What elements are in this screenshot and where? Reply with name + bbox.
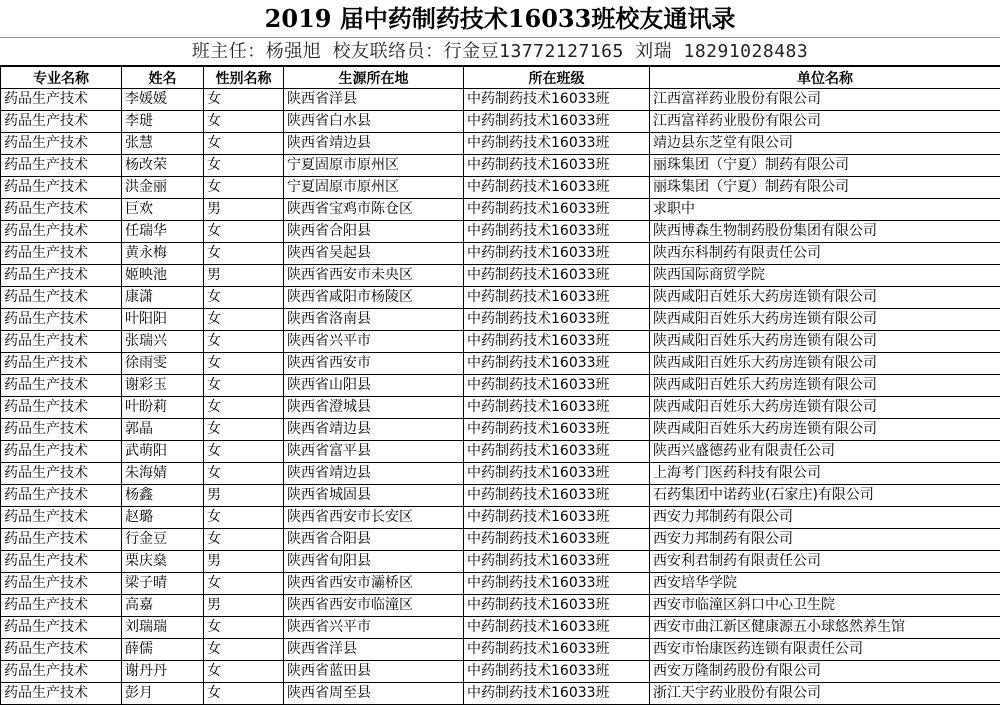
employer-cell[interactable]: 陕西咸阳百姓乐大药房连锁有限公司 <box>650 397 1000 419</box>
table-row <box>1 89 1000 111</box>
table-row <box>1 661 1000 683</box>
sheet-subtitle: 班主任：杨强旭 校友联络员：行金豆13772127165 刘瑞 18291028483 <box>0 38 1000 66</box>
gender-cell[interactable]: 男 <box>204 551 284 573</box>
name-cell[interactable]: 任瑞华 <box>122 221 204 243</box>
major-cell[interactable]: 药品生产技术 <box>1 507 122 529</box>
major-cell[interactable]: 药品生产技术 <box>1 397 122 419</box>
employer-cell[interactable]: 丽珠集团（宁夏）制药有限公司 <box>650 155 1000 177</box>
major-cell[interactable]: 药品生产技术 <box>1 287 122 309</box>
name-cell[interactable]: 武萌阳 <box>122 441 204 463</box>
origin-cell[interactable]: 陕西省咸阳市杨陵区 <box>284 287 464 309</box>
table-row <box>1 529 1000 551</box>
class-cell[interactable]: 中药制药技术16033班 <box>464 89 650 111</box>
name-cell[interactable]: 谢彩玉 <box>122 375 204 397</box>
origin-cell[interactable]: 陕西省山阳县 <box>284 375 464 397</box>
table-row <box>1 287 1000 309</box>
class-cell[interactable]: 中药制药技术16033班 <box>464 683 650 705</box>
major-cell[interactable]: 药品生产技术 <box>1 661 122 683</box>
col-header-employer[interactable]: 单位名称 <box>650 67 1000 89</box>
employer-cell[interactable]: 西安利君制药有限责任公司 <box>650 551 1000 573</box>
origin-cell[interactable]: 陕西省白水县 <box>284 111 464 133</box>
employer-cell[interactable]: 陕西国际商贸学院 <box>650 265 1000 287</box>
table-row <box>1 375 1000 397</box>
gender-cell[interactable]: 女 <box>204 419 284 441</box>
gender-cell[interactable]: 女 <box>204 529 284 551</box>
name-cell[interactable]: 刘瑞瑞 <box>122 617 204 639</box>
name-cell[interactable]: 张慧 <box>122 133 204 155</box>
col-header-name[interactable]: 姓名 <box>122 67 204 89</box>
table-row <box>1 441 1000 463</box>
col-header-origin[interactable]: 生源所在地 <box>284 67 464 89</box>
class-cell[interactable]: 中药制药技术16033班 <box>464 199 650 221</box>
major-cell[interactable]: 药品生产技术 <box>1 485 122 507</box>
origin-cell[interactable]: 陕西省宝鸡市陈仓区 <box>284 199 464 221</box>
major-cell[interactable]: 药品生产技术 <box>1 221 122 243</box>
major-cell[interactable]: 药品生产技术 <box>1 551 122 573</box>
gender-cell[interactable]: 女 <box>204 375 284 397</box>
major-cell[interactable]: 药品生产技术 <box>1 199 122 221</box>
gender-cell[interactable]: 男 <box>204 485 284 507</box>
origin-cell[interactable]: 陕西省洋县 <box>284 89 464 111</box>
table-row <box>1 639 1000 661</box>
class-cell[interactable]: 中药制药技术16033班 <box>464 243 650 265</box>
table-body <box>1 89 1000 705</box>
origin-cell[interactable]: 宁夏固原市原州区 <box>284 177 464 199</box>
employer-cell[interactable]: 陕西咸阳百姓乐大药房连锁有限公司 <box>650 309 1000 331</box>
origin-cell[interactable]: 陕西省富平县 <box>284 441 464 463</box>
gender-cell[interactable]: 女 <box>204 661 284 683</box>
major-cell[interactable]: 药品生产技术 <box>1 529 122 551</box>
origin-cell[interactable]: 陕西省吴起县 <box>284 243 464 265</box>
employer-cell[interactable]: 上海考门医药科技有限公司 <box>650 463 1000 485</box>
major-cell[interactable]: 药品生产技术 <box>1 639 122 661</box>
employer-cell[interactable]: 陕西咸阳百姓乐大药房连锁有限公司 <box>650 287 1000 309</box>
table-row <box>1 683 1000 705</box>
class-cell[interactable]: 中药制药技术16033班 <box>464 133 650 155</box>
major-cell[interactable]: 药品生产技术 <box>1 89 122 111</box>
class-cell[interactable]: 中药制药技术16033班 <box>464 551 650 573</box>
class-cell[interactable]: 中药制药技术16033班 <box>464 111 650 133</box>
table-row <box>1 485 1000 507</box>
employer-cell[interactable]: 陕西咸阳百姓乐大药房连锁有限公司 <box>650 375 1000 397</box>
class-cell[interactable]: 中药制药技术16033班 <box>464 529 650 551</box>
origin-cell[interactable]: 陕西省靖边县 <box>284 463 464 485</box>
class-cell[interactable]: 中药制药技术16033班 <box>464 265 650 287</box>
name-cell[interactable]: 朱海婧 <box>122 463 204 485</box>
origin-cell[interactable]: 陕西省兴平市 <box>284 331 464 353</box>
name-cell[interactable]: 黄永梅 <box>122 243 204 265</box>
origin-cell[interactable]: 陕西省西安市未央区 <box>284 265 464 287</box>
name-cell[interactable]: 康潇 <box>122 287 204 309</box>
col-header-major[interactable]: 专业名称 <box>1 67 122 89</box>
major-cell[interactable]: 药品生产技术 <box>1 595 122 617</box>
name-cell[interactable]: 杨鑫 <box>122 485 204 507</box>
major-cell[interactable]: 药品生产技术 <box>1 617 122 639</box>
name-cell[interactable]: 栗庆燊 <box>122 551 204 573</box>
name-cell[interactable]: 姬映池 <box>122 265 204 287</box>
gender-cell[interactable]: 女 <box>204 441 284 463</box>
class-cell[interactable]: 中药制药技术16033班 <box>464 287 650 309</box>
class-cell[interactable]: 中药制药技术16033班 <box>464 639 650 661</box>
origin-cell[interactable]: 陕西省旬阳县 <box>284 551 464 573</box>
name-cell[interactable]: 郭晶 <box>122 419 204 441</box>
employer-cell[interactable]: 陕西咸阳百姓乐大药房连锁有限公司 <box>650 353 1000 375</box>
gender-cell[interactable]: 女 <box>204 353 284 375</box>
origin-cell[interactable]: 陕西省靖边县 <box>284 419 464 441</box>
gender-cell[interactable]: 女 <box>204 133 284 155</box>
origin-cell[interactable]: 陕西省城固县 <box>284 485 464 507</box>
gender-cell[interactable]: 女 <box>204 287 284 309</box>
employer-cell[interactable]: 西安力邦制药有限公司 <box>650 507 1000 529</box>
name-cell[interactable]: 谢丹丹 <box>122 661 204 683</box>
origin-cell[interactable]: 陕西省西安市 <box>284 353 464 375</box>
table-row <box>1 199 1000 221</box>
major-cell[interactable]: 药品生产技术 <box>1 133 122 155</box>
major-cell[interactable]: 药品生产技术 <box>1 243 122 265</box>
employer-cell[interactable]: 靖边县东芝堂有限公司 <box>650 133 1000 155</box>
major-cell[interactable]: 药品生产技术 <box>1 155 122 177</box>
employer-cell[interactable]: 陕西咸阳百姓乐大药房连锁有限公司 <box>650 419 1000 441</box>
employer-cell[interactable]: 丽珠集团（宁夏）制药有限公司 <box>650 177 1000 199</box>
employer-cell[interactable]: 西安培华学院 <box>650 573 1000 595</box>
employer-cell[interactable]: 陕西兴盛德药业有限责任公司 <box>650 441 1000 463</box>
class-cell[interactable]: 中药制药技术16033班 <box>464 661 650 683</box>
major-cell[interactable]: 药品生产技术 <box>1 309 122 331</box>
gender-cell[interactable]: 女 <box>204 617 284 639</box>
gender-cell[interactable]: 女 <box>204 243 284 265</box>
major-cell[interactable]: 药品生产技术 <box>1 177 122 199</box>
table-row <box>1 177 1000 199</box>
header-row <box>1 67 1000 89</box>
major-cell[interactable]: 药品生产技术 <box>1 353 122 375</box>
origin-cell[interactable]: 陕西省澄城县 <box>284 397 464 419</box>
major-cell[interactable]: 药品生产技术 <box>1 683 122 705</box>
class-cell[interactable]: 中药制药技术16033班 <box>464 507 650 529</box>
name-cell[interactable]: 叶阳阳 <box>122 309 204 331</box>
gender-cell[interactable]: 女 <box>204 397 284 419</box>
col-header-class[interactable]: 所在班级 <box>464 67 650 89</box>
employer-cell[interactable]: 陕西东科制药有限责任公司 <box>650 243 1000 265</box>
table-row <box>1 111 1000 133</box>
origin-cell[interactable]: 陕西省蓝田县 <box>284 661 464 683</box>
class-cell[interactable]: 中药制药技术16033班 <box>464 331 650 353</box>
gender-cell[interactable]: 女 <box>204 463 284 485</box>
origin-cell[interactable]: 陕西省合阳县 <box>284 529 464 551</box>
gender-cell[interactable]: 女 <box>204 155 284 177</box>
employer-cell[interactable]: 石药集团中诺药业(石家庄)有限公司 <box>650 485 1000 507</box>
employer-cell[interactable]: 西安市临潼区斜口中心卫生院 <box>650 595 1000 617</box>
name-cell[interactable]: 赵璐 <box>122 507 204 529</box>
gender-cell[interactable]: 女 <box>204 573 284 595</box>
origin-cell[interactable]: 宁夏固原市原州区 <box>284 155 464 177</box>
gender-cell[interactable]: 女 <box>204 221 284 243</box>
class-cell[interactable]: 中药制药技术16033班 <box>464 595 650 617</box>
gender-cell[interactable]: 女 <box>204 683 284 705</box>
class-cell[interactable]: 中药制药技术16033班 <box>464 375 650 397</box>
table-row <box>1 573 1000 595</box>
alumni-table <box>0 66 1000 705</box>
origin-cell[interactable]: 陕西省兴平市 <box>284 617 464 639</box>
table-row <box>1 331 1000 353</box>
origin-cell[interactable]: 陕西省洋县 <box>284 639 464 661</box>
table-row <box>1 221 1000 243</box>
class-cell[interactable]: 中药制药技术16033班 <box>464 309 650 331</box>
employer-cell[interactable]: 西安市怡康医药连锁有限责任公司 <box>650 639 1000 661</box>
gender-cell[interactable]: 男 <box>204 595 284 617</box>
class-cell[interactable]: 中药制药技术16033班 <box>464 485 650 507</box>
employer-cell[interactable]: 浙江天宇药业股份有限公司 <box>650 683 1000 705</box>
table-row <box>1 243 1000 265</box>
major-cell[interactable]: 药品生产技术 <box>1 573 122 595</box>
gender-cell[interactable]: 女 <box>204 177 284 199</box>
employer-cell[interactable]: 西安力邦制药有限公司 <box>650 529 1000 551</box>
origin-cell[interactable]: 陕西省洛南县 <box>284 309 464 331</box>
name-cell[interactable]: 张瑞兴 <box>122 331 204 353</box>
name-cell[interactable]: 薛儒 <box>122 639 204 661</box>
gender-cell[interactable]: 女 <box>204 639 284 661</box>
name-cell[interactable]: 徐雨雯 <box>122 353 204 375</box>
table-row <box>1 617 1000 639</box>
class-cell[interactable]: 中药制药技术16033班 <box>464 573 650 595</box>
origin-cell[interactable]: 陕西省合阳县 <box>284 221 464 243</box>
name-cell[interactable]: 洪金丽 <box>122 177 204 199</box>
major-cell[interactable]: 药品生产技术 <box>1 111 122 133</box>
name-cell[interactable]: 梁子晴 <box>122 573 204 595</box>
origin-cell[interactable]: 陕西省西安市长安区 <box>284 507 464 529</box>
name-cell[interactable]: 巨欢 <box>122 199 204 221</box>
name-cell[interactable]: 行金豆 <box>122 529 204 551</box>
name-cell[interactable]: 高嘉 <box>122 595 204 617</box>
employer-cell[interactable]: 陕西咸阳百姓乐大药房连锁有限公司 <box>650 331 1000 353</box>
employer-cell[interactable]: 陕西博森生物制药股份集团有限公司 <box>650 221 1000 243</box>
major-cell[interactable]: 药品生产技术 <box>1 419 122 441</box>
table-row <box>1 463 1000 485</box>
gender-cell[interactable]: 女 <box>204 309 284 331</box>
table-row <box>1 419 1000 441</box>
employer-cell[interactable]: 西安市曲江新区健康源五小球悠然养生馆 <box>650 617 1000 639</box>
name-cell[interactable]: 李琎 <box>122 111 204 133</box>
origin-cell[interactable]: 陕西省西安市灞桥区 <box>284 573 464 595</box>
origin-cell[interactable]: 陕西省靖边县 <box>284 133 464 155</box>
major-cell[interactable]: 药品生产技术 <box>1 375 122 397</box>
table-row <box>1 309 1000 331</box>
table-row <box>1 265 1000 287</box>
class-cell[interactable]: 中药制药技术16033班 <box>464 221 650 243</box>
table-row <box>1 595 1000 617</box>
major-cell[interactable]: 药品生产技术 <box>1 463 122 485</box>
table-row <box>1 133 1000 155</box>
gender-cell[interactable]: 女 <box>204 111 284 133</box>
class-cell[interactable]: 中药制药技术16033班 <box>464 155 650 177</box>
origin-cell[interactable]: 陕西省西安市临潼区 <box>284 595 464 617</box>
class-cell[interactable]: 中药制药技术16033班 <box>464 617 650 639</box>
col-header-gender[interactable]: 性别名称 <box>204 67 284 89</box>
name-cell[interactable]: 李媛媛 <box>122 89 204 111</box>
employer-cell[interactable]: 求职中 <box>650 199 1000 221</box>
class-cell[interactable]: 中药制药技术16033班 <box>464 441 650 463</box>
class-cell[interactable]: 中药制药技术16033班 <box>464 397 650 419</box>
table-row <box>1 155 1000 177</box>
gender-cell[interactable]: 女 <box>204 507 284 529</box>
sheet-title: 2019 届中药制药技术16033班校友通讯录 <box>0 0 1000 38</box>
gender-cell[interactable]: 女 <box>204 89 284 111</box>
origin-cell[interactable]: 陕西省周至县 <box>284 683 464 705</box>
gender-cell[interactable]: 女 <box>204 331 284 353</box>
major-cell[interactable]: 药品生产技术 <box>1 441 122 463</box>
gender-cell[interactable]: 男 <box>204 199 284 221</box>
name-cell[interactable]: 彭月 <box>122 683 204 705</box>
employer-cell[interactable]: 西安万隆制药股份有限公司 <box>650 661 1000 683</box>
table-row <box>1 507 1000 529</box>
employer-cell[interactable]: 江西富祥药业股份有限公司 <box>650 89 1000 111</box>
major-cell[interactable]: 药品生产技术 <box>1 331 122 353</box>
gender-cell[interactable]: 男 <box>204 265 284 287</box>
name-cell[interactable]: 杨改荣 <box>122 155 204 177</box>
class-cell[interactable]: 中药制药技术16033班 <box>464 463 650 485</box>
table-row <box>1 397 1000 419</box>
class-cell[interactable]: 中药制药技术16033班 <box>464 353 650 375</box>
employer-cell[interactable]: 江西富祥药业股份有限公司 <box>650 111 1000 133</box>
class-cell[interactable]: 中药制药技术16033班 <box>464 419 650 441</box>
name-cell[interactable]: 叶盼莉 <box>122 397 204 419</box>
major-cell[interactable]: 药品生产技术 <box>1 265 122 287</box>
table-row <box>1 551 1000 573</box>
class-cell[interactable]: 中药制药技术16033班 <box>464 177 650 199</box>
table-row <box>1 353 1000 375</box>
